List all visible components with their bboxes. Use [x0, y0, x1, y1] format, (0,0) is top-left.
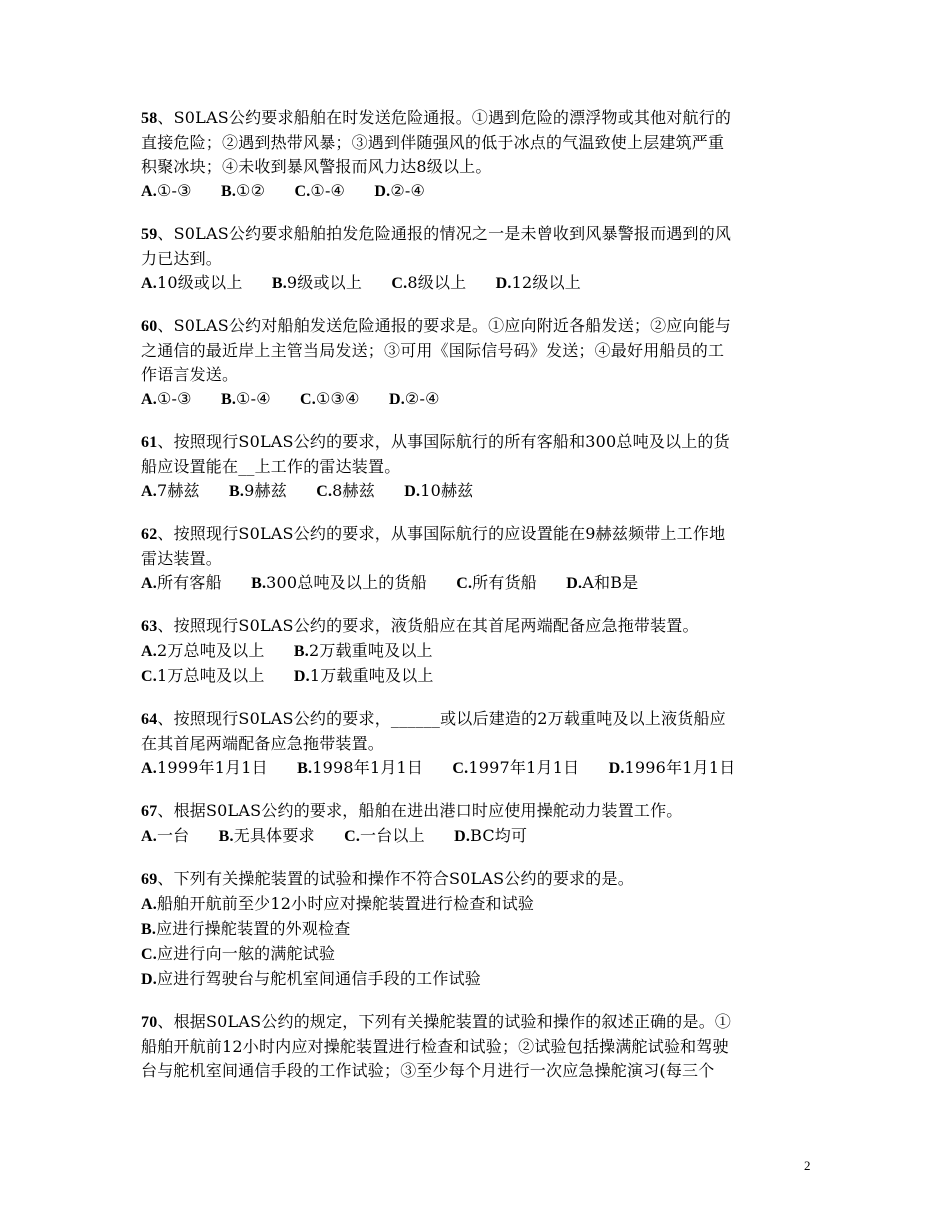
option-d[interactable]: D.BC均可 — [454, 826, 528, 845]
option-b[interactable]: B.1998年1月1日 — [297, 758, 424, 777]
option-row — [141, 664, 821, 689]
question-number: 59 — [141, 226, 158, 243]
option-d[interactable]: D.②-④ — [374, 181, 426, 200]
page-number: 2 — [804, 1158, 811, 1173]
question-stem-line: 在其首尾两端配备应急拖带装置。 — [141, 734, 385, 753]
question-62 — [141, 522, 821, 596]
question-text: 、根据S0LAS公约的规定，下列有关操舵装置的试验和操作的叙述正确的是。① — [157, 1012, 732, 1031]
question-64 — [141, 707, 821, 781]
option-c[interactable]: C.一台以上 — [344, 826, 425, 845]
option-b[interactable]: B.①-④ — [220, 389, 271, 408]
question-stem-line: 之通信的最近岸上主管当局发送；③可用《国际信号码》发送；④最好用船员的工 — [141, 341, 725, 360]
option-a[interactable]: A.所有客船 — [141, 573, 222, 592]
option-a[interactable]: A.一台 — [141, 826, 190, 845]
option-c[interactable]: C.①-④ — [294, 181, 346, 200]
option-d[interactable]: D.10赫兹 — [404, 481, 474, 500]
question-number: 67 — [141, 803, 158, 820]
question-stem-line: 船应设置能在__上工作的雷达装置。 — [141, 457, 401, 476]
question-63 — [141, 614, 821, 689]
question-stem-line — [141, 799, 821, 824]
question-stem-line: 直接危险；②遇到热带风暴；③遇到伴随强风的低于冰点的气温致使上层建筑严重 — [141, 133, 725, 152]
option-row — [141, 639, 821, 664]
option-d[interactable]: D.1万载重吨及以上 — [293, 666, 434, 685]
question-text: 、S0LAS公约要求船舶拍发危险通报的情况之一是未曾收到风暴警报而遇到的风 — [157, 224, 732, 243]
option-c[interactable]: C.①③④ — [300, 389, 360, 408]
option-row — [141, 179, 821, 204]
question-text: 、按照现行S0LAS公约的要求，液货船应在其首尾两端配备应急拖带装置。 — [157, 616, 699, 635]
option-a[interactable]: A.①-③ — [141, 181, 192, 200]
question-text: 、按照现行S0LAS公约的要求，从事国际航行的所有客船和300总吨及以上的货 — [157, 432, 730, 451]
option-row — [141, 571, 821, 596]
option-a[interactable]: A.7赫兹 — [141, 481, 200, 500]
question-stem-line — [141, 222, 821, 247]
option-a[interactable]: A.船舶开航前至少12小时应对操舵装置进行检查和试验 — [141, 894, 535, 913]
option-c[interactable]: C.所有货船 — [456, 573, 537, 592]
question-number: 62 — [141, 526, 158, 543]
option-b[interactable]: B.9赫兹 — [229, 481, 287, 500]
option-c[interactable]: C.应进行向一舷的满舵试验 — [141, 944, 336, 963]
option-a[interactable]: A.10级或以上 — [141, 273, 243, 292]
question-number: 60 — [141, 318, 158, 335]
question-stem-line: 积聚冰块；④未收到暴风警报而风力达8级以上。 — [141, 157, 492, 176]
question-stem-line — [141, 314, 821, 339]
option-d[interactable]: D.应进行驾驶台与舵机室间通信手段的工作试验 — [141, 969, 481, 988]
option-row — [141, 479, 821, 504]
question-stem-line: 雷达装置。 — [141, 549, 223, 568]
question-text: 、按照现行S0LAS公约的要求，______或以后建造的2万载重吨及以上液货船应 — [157, 709, 726, 728]
option-b[interactable]: B.①② — [220, 181, 266, 200]
option-row — [141, 824, 821, 849]
option-b[interactable]: B.2万载重吨及以上 — [293, 641, 433, 660]
question-number: 70 — [141, 1014, 158, 1031]
question-stem-line — [141, 106, 821, 131]
question-stem-line: 船舶开航前12小时内应对操舵装置进行检查和试验；②试验包括操满舵试验和驾驶 — [141, 1037, 729, 1056]
option-b[interactable]: B.无具体要求 — [218, 826, 315, 845]
question-number: 61 — [141, 434, 158, 451]
question-70 — [141, 1010, 821, 1083]
question-text: 、下列有关操舵装置的试验和操作不符合S0LAS公约的要求的是。 — [157, 869, 634, 888]
question-text: 、S0LAS公约要求船舶在时发送危险通报。①遇到危险的漂浮物或其他对航行的 — [157, 108, 732, 127]
option-c[interactable]: C.1万总吨及以上 — [141, 666, 265, 685]
option-row — [141, 387, 821, 412]
question-67 — [141, 799, 821, 849]
question-69 — [141, 867, 821, 992]
question-text: 、按照现行S0LAS公约的要求，从事国际航行的应设置能在9赫兹频带上工作地 — [157, 524, 726, 543]
option-d[interactable]: D.1996年1月1日 — [608, 758, 736, 777]
option-c[interactable]: C.8级以上 — [391, 273, 467, 292]
question-stem-line — [141, 614, 821, 639]
question-stem-line — [141, 430, 821, 455]
question-text: 、根据S0LAS公约的要求，船舶在进出港口时应使用操舵动力装置工作。 — [157, 801, 683, 820]
option-a[interactable]: A.1999年1月1日 — [141, 758, 268, 777]
option-b[interactable]: B.9级或以上 — [271, 273, 363, 292]
question-stem-line — [141, 707, 821, 732]
question-number: 63 — [141, 618, 158, 635]
question-stem-line — [141, 867, 821, 892]
option-b[interactable]: B.应进行操舵装置的外观检查 — [141, 919, 351, 938]
question-stem-line: 台与舵机室间通信手段的工作试验；③至少每个月进行一次应急操舵演习(每三个 — [141, 1061, 715, 1080]
question-58 — [141, 106, 821, 204]
option-a[interactable]: A.①-③ — [141, 389, 192, 408]
option-row — [141, 756, 821, 781]
option-d[interactable]: D.A和B是 — [566, 573, 639, 592]
option-d[interactable]: D.12级以上 — [495, 273, 581, 292]
option-a[interactable]: A.2万总吨及以上 — [141, 641, 265, 660]
question-61 — [141, 430, 821, 504]
question-stem-line: 力已达到。 — [141, 249, 223, 268]
question-number: 64 — [141, 711, 158, 728]
question-number: 58 — [141, 110, 158, 127]
question-stem-line: 作语言发送。 — [141, 365, 239, 384]
question-number: 69 — [141, 871, 158, 888]
option-d[interactable]: D.②-④ — [388, 389, 440, 408]
question-59 — [141, 222, 821, 296]
document-page — [141, 106, 821, 1101]
question-text: 、S0LAS公约对船舶发送危险通报的要求是。①应向附近各船发送；②应向能与 — [157, 316, 732, 335]
question-stem-line — [141, 1010, 821, 1035]
option-c[interactable]: C.1997年1月1日 — [452, 758, 580, 777]
option-b[interactable]: B.300总吨及以上的货船 — [251, 573, 427, 592]
question-60 — [141, 314, 821, 412]
question-stem-line — [141, 522, 821, 547]
option-c[interactable]: C.8赫兹 — [316, 481, 375, 500]
option-row — [141, 271, 821, 296]
